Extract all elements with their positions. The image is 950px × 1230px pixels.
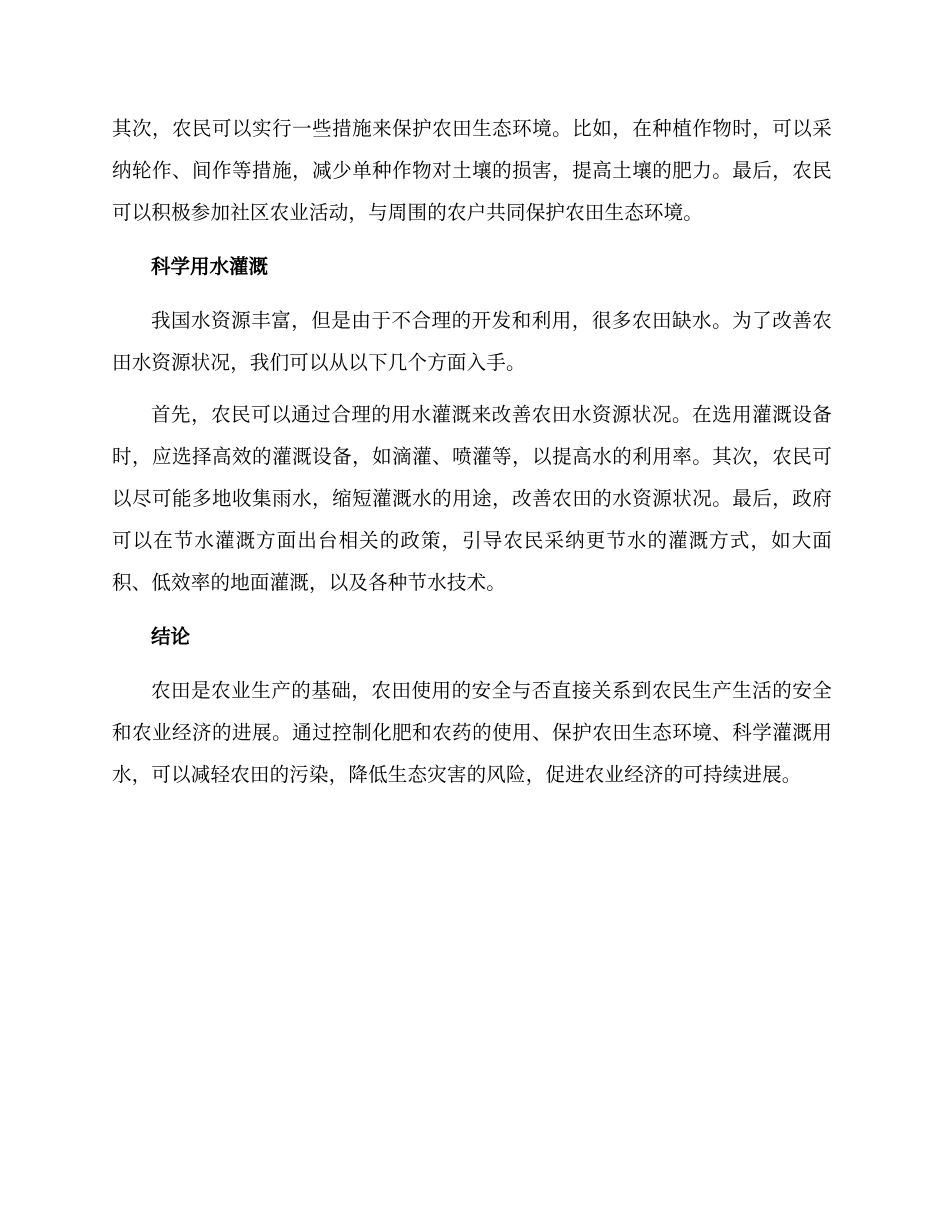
- paragraph-irrigation-methods: 首先，农民可以通过合理的用水灌溉来改善农田水资源状况。在选用灌溉设备时，应选择高效的灌溉设备，如滴灌、喷灌等，以提高水的利用率。其次，农民可以尽可能多地收集雨水，缩短灌溉水的用途，改善农田的水资源状况。最后，政府可以在节水灌溉方面出台相关的政策，引导农民采纳更节水的灌溉方式，如大面积、低效率的地面灌溉，以及各种节水技术。: [112, 403, 832, 594]
- document-page: [112, 108, 832, 806]
- heading-conclusion: 结论: [151, 625, 191, 648]
- paragraph-ecology-measures: 其次，农民可以实行一些措施来保护农田生态环境。比如，在种植作物时，可以采纳轮作、间作等措施，减少单种作物对土壤的损害，提高土壤的肥力。最后，农民可以积极参加社区农业活动，与周围的农户共同保护农田生态环境。: [112, 117, 832, 224]
- paragraph-conclusion: 农田是农业生产的基础，农田使用的安全与否直接关系到农民生产生活的安全和农业经济的进展。通过控制化肥和农药的使用、保护农田生态环境、科学灌溉用水，可以减轻农田的污染，降低生态灾害的风险，促进农业经济的可持续进展。: [112, 679, 832, 786]
- paragraph-water-resources: 我国水资源丰富，但是由于不合理的开发和利用，很多农田缺水。为了改善农田水资源状况，我们可以从以下几个方面入手。: [112, 309, 832, 374]
- heading-irrigation: 科学用水灌溉: [151, 255, 269, 278]
